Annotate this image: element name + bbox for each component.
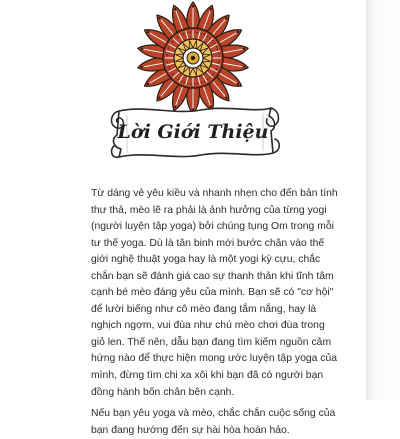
text-line: Nếu bạn yêu yoga và mèo, chắc chắn cuộc sống của <box>91 408 336 420</box>
text-line: thư thả, mèo lẽ ra phải là ảnh hưởng của từng yogi <box>91 204 327 216</box>
chapter-title: Lời Giới Thiệu <box>117 121 269 143</box>
text-line: đồng hành bốn chân bên cạnh. <box>91 386 235 398</box>
text-line: nghịch ngợm, vui đùa như chú mèo chơi đùa trong <box>91 320 325 332</box>
text-line: để lười biếng như cô mèo đang tắm nắng, hay là <box>91 303 317 315</box>
text-line: tư thế yoga. Dù là tân binh mới bước chân vào thế <box>91 237 325 249</box>
text-line: hứng nào để thực hiện mong ước luyện tập yoga của <box>91 353 338 365</box>
text-line: bạn đang hướng đến sự hài hòa hoàn hảo. <box>91 424 290 436</box>
body-text <box>91 186 342 439</box>
text-line: giới nghệ thuật yoga hay là một yogi kỳ cựu, chắc <box>91 254 321 266</box>
text-line: Từ dáng vẻ yêu kiều và nhanh nhẹn cho đến bản tính <box>91 188 338 199</box>
text-line: cạnh bé mèo đáng yêu của mình. Bạn sẽ có "cơ hội" <box>91 287 334 299</box>
text-line: (người luyện tập yoga) bởi chúng tụng Om trong mỗi <box>91 221 334 233</box>
text-line: chắn bạn sẽ đánh giá cao sự thanh thản khi tĩnh tâm <box>91 270 334 282</box>
page-gutter-shadow <box>366 0 400 400</box>
text-line: mình, đừng tìm chi xa xôi khi bạn đã có người bạn <box>91 370 324 382</box>
mandala-ornament-icon <box>129 1 257 115</box>
paragraph-2 <box>91 406 342 439</box>
paragraph-1 <box>91 186 342 401</box>
text-line: giỏ len. Thế nên, dẫu bạn đang tìm kiếm nguồn cảm <box>91 336 332 348</box>
